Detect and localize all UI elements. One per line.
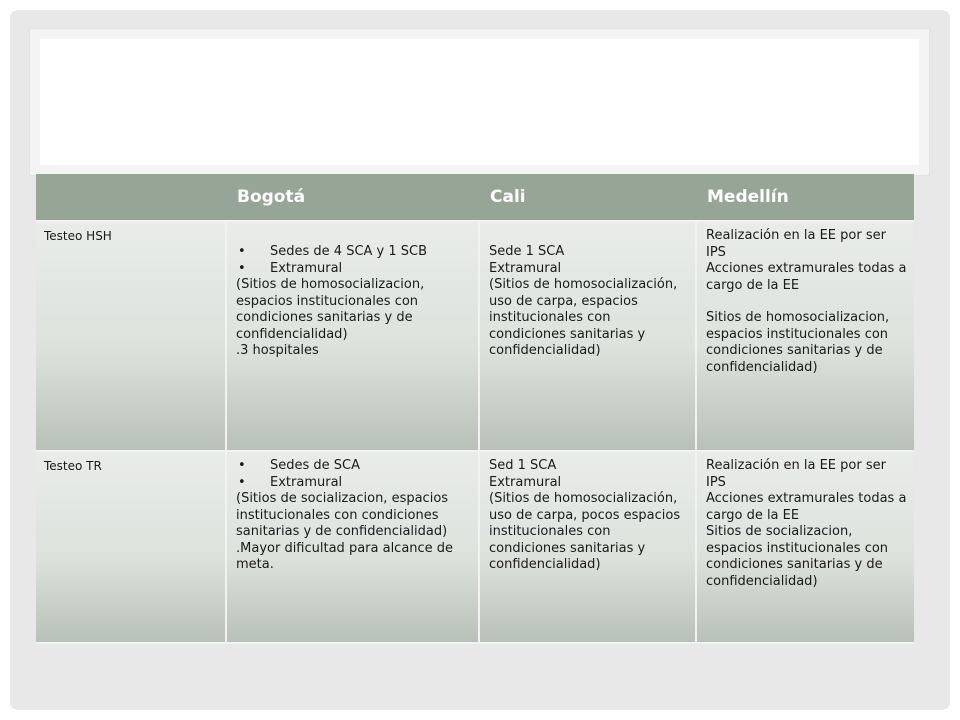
cell-text: (Sitios de homosocializacion, espacios institucionales con condiciones sanitarias y de confidencialidad) xyxy=(236,277,425,342)
cell-text: Extramural xyxy=(489,260,562,276)
bullet-icon: • xyxy=(238,244,246,259)
cell-text: Acciones extramurales todas a cargo de la EE xyxy=(706,491,907,523)
cell-spacer xyxy=(706,294,908,310)
bullet-item xyxy=(236,244,472,261)
cell-medellin xyxy=(696,451,914,643)
cell-text: (Sitios de homosocialización, uso de carpa, espacios institucionales con condiciones sanitarias y confidencialidad) xyxy=(489,277,678,358)
header-medellin: Medellín xyxy=(696,174,914,221)
cell-spacer xyxy=(236,228,472,244)
bullet-icon: • xyxy=(238,260,246,276)
cell-bogota xyxy=(226,451,479,643)
bullet-text: Extramural xyxy=(270,260,343,276)
row-label: Testeo HSH xyxy=(36,221,226,451)
cell-cali xyxy=(479,221,696,451)
cell-cali xyxy=(479,451,696,643)
bullet-item xyxy=(236,475,472,492)
cell-text: (Sitios de socializacion, espacios institucionales con condiciones sanitarias y de confidencialidad) xyxy=(236,491,449,539)
title-placeholder xyxy=(29,28,930,176)
cell-text: Extramural xyxy=(489,474,562,490)
row-label: Testeo TR xyxy=(36,451,226,643)
bullet-icon: • xyxy=(238,474,246,490)
cell-text: Sitios de socializacion, espacios institucionales con condiciones sanitarias y de confidencialidad) xyxy=(706,524,889,589)
cell-bogota xyxy=(226,221,479,451)
cell-text: Sede 1 SCA xyxy=(489,244,565,259)
cell-medellin xyxy=(696,221,914,451)
title-area xyxy=(40,39,919,165)
cell-text: Sed 1 SCA xyxy=(489,458,557,473)
bullet-text: Sedes de SCA xyxy=(270,458,361,473)
header-cali: Cali xyxy=(479,174,696,221)
cell-text: Realización en la EE por ser IPS xyxy=(706,228,886,260)
comparison-table xyxy=(36,174,914,644)
bullet-icon: • xyxy=(238,458,246,473)
table-row xyxy=(36,221,914,451)
bullet-text: Sedes de 4 SCA y 1 SCB xyxy=(270,244,428,259)
cell-text: Sitios de homosocializacion, espacios institucionales con condiciones sanitarias y de confidencialidad) xyxy=(706,310,890,375)
cell-text: Realización en la EE por ser IPS xyxy=(706,458,886,490)
header-empty xyxy=(36,174,226,221)
cell-text: (Sitios de homosocialización, uso de carpa, pocos espacios institucionales con condiciones sanitarias y confidencialidad) xyxy=(489,491,681,572)
bullet-text: Extramural xyxy=(270,474,343,490)
bullet-item xyxy=(236,261,472,278)
header-row xyxy=(36,174,914,221)
cell-text: .3 hospitales xyxy=(236,343,319,358)
cell-text: Acciones extramurales todas a cargo de la EE xyxy=(706,261,907,293)
cell-text: .Mayor dificultad para alcance de meta. xyxy=(236,540,454,572)
table-row xyxy=(36,451,914,643)
header-bogota: Bogotá xyxy=(226,174,479,221)
bullet-item xyxy=(236,458,472,475)
cell-spacer xyxy=(489,228,689,244)
